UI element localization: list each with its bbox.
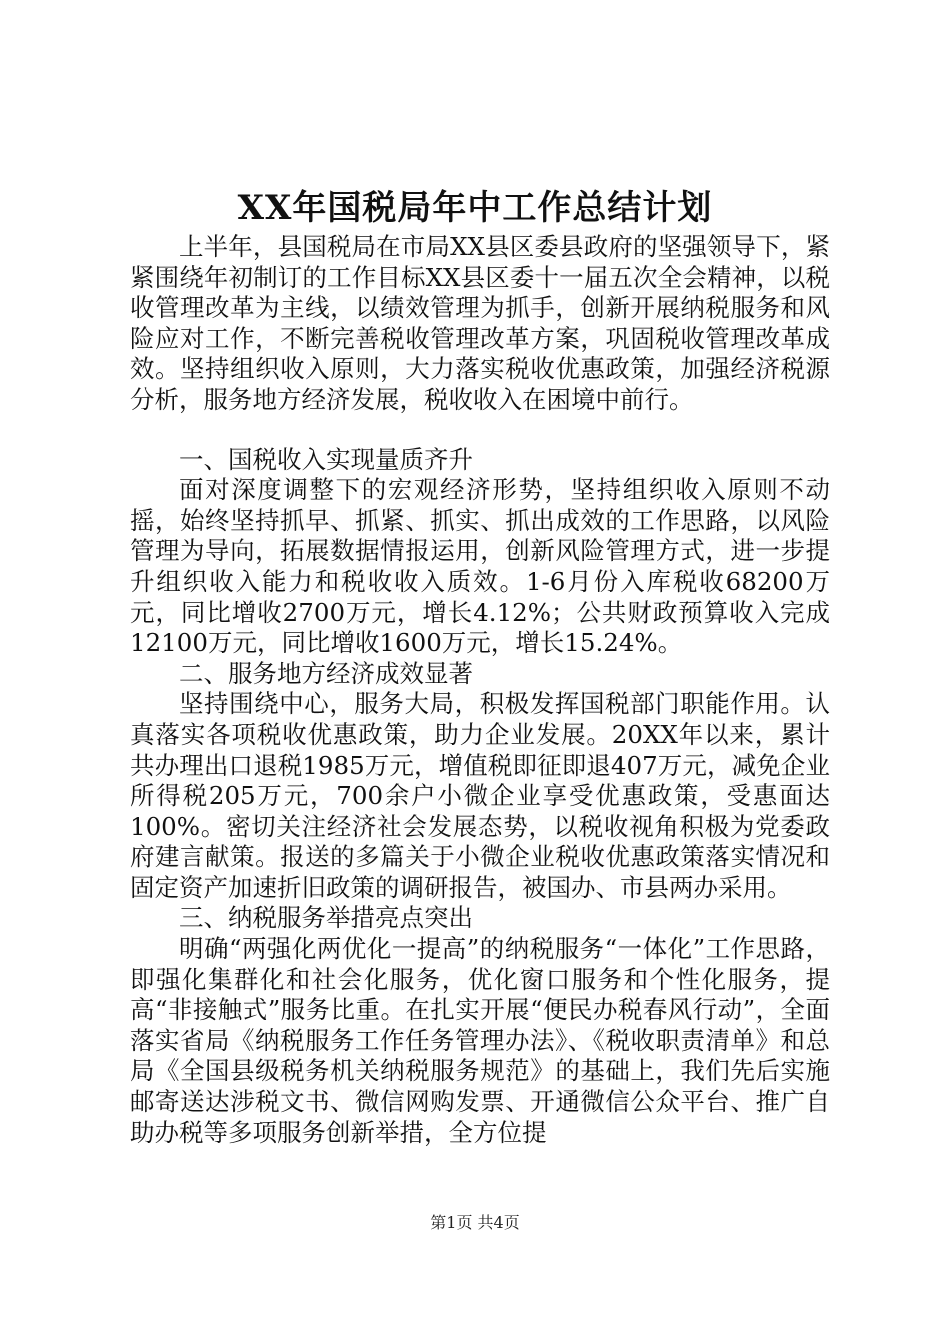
document-body: [130, 232, 830, 1148]
intro-paragraph: 上半年，县国税局在市局XX县区委县政府的坚强领导下，紧紧围绕年初制订的工作目标XX县区委十一届五次全会精神，以税收管理改革为主线，以绩效管理为抓手，创新开展纳税服务和风险应对工作，不断完善税收管理改革方案，巩固税收管理改革成效。坚持组织收入原则，大力落实税收优惠政策，加强经济税源分析，服务地方经济发展，税收收入在困境中前行。: [130, 232, 830, 414]
section-heading-3: 三、纳税服务举措亮点突出: [179, 903, 473, 933]
section-paragraph-1: 面对深度调整下的宏观经济形势，坚持组织收入原则不动摇，始终坚持抓早、抓紧、抓实、抓出成效的工作思路，以风险管理为导向，拓展数据情报运用，创新风险管理方式，进一步提升组织收入能力和税收收入质效。1-6月份入库税收68200万元，同比增收2700万元，增长4.12%；公共财政预算收入完成12100万元，同比增收1600万元，增长15.24%。: [130, 475, 830, 658]
section-paragraph-2: 坚持围绕中心，服务大局，积极发挥国税部门职能作用。认真落实各项税收优惠政策，助力企业发展。20XX年以来，累计共办理出口退税1985万元，增值税即征即退407万元，减免企业所得税205万元，700余户小微企业享受优惠政策，受惠面达100%。密切关注经济社会发展态势，以税收视角积极为党委政府建言献策。报送的多篇关于小微企业税收优惠政策落实情况和固定资产加速折旧政策的调研报告，被国办、市县两办采用。: [130, 689, 830, 902]
paragraph-spacer: [130, 416, 830, 445]
section-paragraph-3: 明确“两强化两优化一提高”的纳税服务“一体化”工作思路，即强化集群化和社会化服务，优化窗口服务和个性化服务，提高“非接触式”服务比重。在扎实开展“便民办税春风行动”，全面落实省局《纳税服务工作任务管理办法》、《税收职责清单》和总局《全国县级税务机关纳税服务规范》的基础上，我们先后实施邮寄送达涉税文书、微信网购发票、开通微信公众平台、推广自助办税等多项服务创新举措，全方位提: [130, 934, 830, 1147]
page-footer: 第1页 共4页: [430, 1213, 520, 1232]
document-title: XX年国税局年中工作总结计划: [237, 188, 713, 228]
section-heading-1: 一、国税收入实现量质齐升: [179, 444, 473, 474]
section-heading-2: 二、服务地方经济成效显著: [179, 658, 473, 688]
